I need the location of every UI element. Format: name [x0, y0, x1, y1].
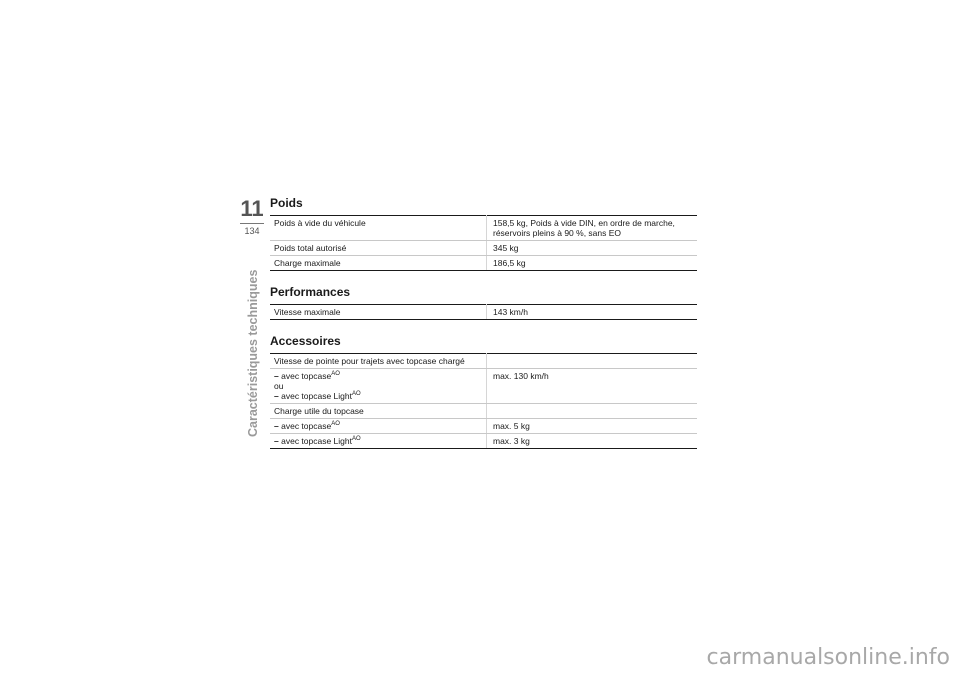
row-value: 143 km/h: [487, 305, 698, 320]
row-value: max. 130 km/h: [487, 369, 698, 404]
row-value: 186,5 kg: [487, 256, 698, 271]
row-label: Charge maximale: [270, 256, 487, 271]
option-text: avec topcase Light: [281, 436, 352, 446]
table-performances: [270, 304, 697, 320]
option-text: avec topcase: [281, 421, 332, 431]
row-label: Poids total autorisé: [270, 241, 487, 256]
row-label: [270, 419, 487, 434]
ao-marker: AO: [352, 436, 361, 442]
row-label-options: [270, 369, 487, 404]
spec-content: [270, 196, 697, 463]
ao-marker: AO: [331, 421, 340, 427]
dash-mark: –: [274, 436, 279, 446]
dash-mark: –: [274, 391, 279, 401]
table-row: [270, 305, 697, 320]
table-row: [270, 434, 697, 449]
row-label: Charge utile du topcase: [270, 404, 487, 419]
option-line: [274, 391, 486, 401]
table-row: [270, 369, 697, 404]
row-value-empty: [487, 354, 698, 369]
row-label: Poids à vide du véhicule: [270, 216, 487, 241]
row-label: [270, 434, 487, 449]
row-value: 158,5 kg, Poids à vide DIN, en ordre de marche, réservoirs pleins à 90 %, sans EO: [487, 216, 698, 241]
table-row: [270, 404, 697, 419]
option-text: avec topcase Light: [281, 391, 352, 401]
dash-mark: –: [274, 421, 279, 431]
table-row: [270, 256, 697, 271]
table-row: [270, 216, 697, 241]
row-value-empty: [487, 404, 698, 419]
table-poids: [270, 215, 697, 271]
table-row: [270, 354, 697, 369]
section-title-poids: Poids: [270, 196, 303, 210]
watermark: carmanualsonline.info: [706, 645, 950, 670]
page-number: 134: [244, 226, 260, 236]
row-value: 345 kg: [487, 241, 698, 256]
section-title-accessoires: Accessoires: [270, 334, 341, 348]
chapter-divider: [240, 223, 264, 224]
table-row: [270, 419, 697, 434]
row-label: Vitesse de pointe pour trajets avec topcase chargé: [270, 354, 487, 369]
dash-mark: –: [274, 371, 279, 381]
chapter-number: 11: [240, 196, 264, 221]
ao-marker: AO: [331, 371, 340, 377]
row-value: max. 5 kg: [487, 419, 698, 434]
ao-marker: AO: [352, 391, 361, 397]
option-text: avec topcase: [281, 371, 332, 381]
table-accessoires: [270, 353, 697, 449]
or-text: ou: [274, 381, 284, 391]
table-row: [270, 241, 697, 256]
chapter-side-title: Caractéristiques techniques: [246, 269, 260, 437]
option-line: [274, 371, 486, 381]
row-label: Vitesse maximale: [270, 305, 487, 320]
section-title-performances: Performances: [270, 285, 351, 299]
row-value: max. 3 kg: [487, 434, 698, 449]
